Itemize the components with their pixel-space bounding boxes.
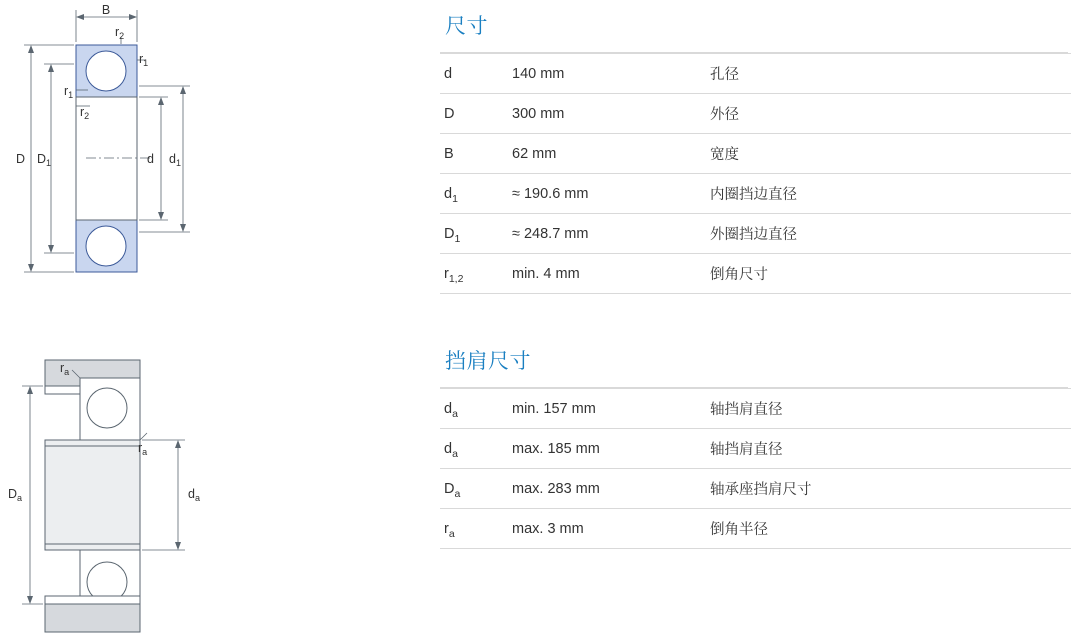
table-row xyxy=(440,509,1071,549)
label-r1-left: $r_1$ xyxy=(64,84,74,100)
row-description: 轴承座挡肩尺寸 xyxy=(710,482,812,498)
row-value: ≈ 248.7 mm xyxy=(512,225,589,242)
table-row xyxy=(440,134,1071,174)
row-symbol: B xyxy=(444,145,454,162)
table-row xyxy=(440,469,1071,509)
row-symbol xyxy=(440,389,508,429)
label-d1: $d_1$ xyxy=(169,152,181,168)
section-title-dimensions: 尺寸 xyxy=(445,15,488,38)
row-symbol-base: d xyxy=(444,440,453,457)
row-value: 140 mm xyxy=(512,65,565,82)
row-description: 倒角尺寸 xyxy=(710,267,768,283)
label-ra-top: $r_a$ xyxy=(60,361,70,377)
label-da: $d_a$ xyxy=(188,487,200,503)
row-value: max. 3 mm xyxy=(512,520,584,537)
label-Da: $D_a$ xyxy=(8,487,23,503)
row-description: 孔径 xyxy=(710,67,739,83)
section-dimensions xyxy=(440,10,1068,294)
shoulder-dimensions-diagram xyxy=(0,330,430,634)
drawings-column xyxy=(0,0,430,634)
label-r2-left: $r_2$ xyxy=(80,105,90,121)
row-symbol xyxy=(440,214,508,254)
row-description: 外圈挡边直径 xyxy=(710,227,797,243)
label-r2-top: $r_2$ xyxy=(115,25,125,41)
table-row xyxy=(440,389,1071,429)
table-row xyxy=(440,174,1071,214)
row-symbol xyxy=(440,254,508,294)
table-row xyxy=(440,254,1071,294)
row-symbol-base: d xyxy=(444,185,453,202)
row-symbol-base: r xyxy=(444,265,449,282)
row-description: 内圈挡边直径 xyxy=(710,187,797,203)
row-value: max. 185 mm xyxy=(512,440,600,457)
row-value: min. 4 mm xyxy=(512,265,580,282)
label-ra-mid: $r_a$ xyxy=(138,441,148,457)
row-value: 62 mm xyxy=(512,145,557,162)
row-symbol-sub: 1,2 xyxy=(448,272,464,285)
section-shoulder xyxy=(440,345,1068,549)
row-description: 外径 xyxy=(710,107,739,123)
row-description: 倒角半径 xyxy=(710,522,768,538)
shoulder-table xyxy=(440,388,1071,549)
table-row xyxy=(440,429,1071,469)
row-symbol xyxy=(440,174,508,214)
table-row xyxy=(440,214,1071,254)
label-D: D xyxy=(16,152,26,166)
row-symbol-base: D xyxy=(444,480,455,497)
label-r1-right: $r_1$ xyxy=(139,52,149,68)
row-symbol-base: D xyxy=(444,225,455,242)
row-value: min. 157 mm xyxy=(512,400,596,417)
row-symbol: d xyxy=(444,65,453,82)
row-symbol-sub: a xyxy=(452,447,458,460)
row-description: 宽度 xyxy=(710,147,739,163)
dimensions-table xyxy=(440,53,1071,294)
row-symbol-sub: 1 xyxy=(452,192,458,205)
row-symbol xyxy=(440,429,508,469)
bearing-cross-section-diagram xyxy=(0,0,430,310)
row-symbol-base: r xyxy=(444,520,449,537)
row-value: ≈ 190.6 mm xyxy=(512,185,589,202)
row-symbol xyxy=(440,469,508,509)
row-symbol-sub: a xyxy=(448,527,455,540)
label-B: B xyxy=(101,3,111,17)
row-symbol: D xyxy=(444,105,455,122)
table-row xyxy=(440,94,1071,134)
label-d: d xyxy=(147,152,154,166)
row-value: 300 mm xyxy=(512,105,565,122)
row-symbol-sub: 1 xyxy=(454,232,461,245)
row-symbol-sub: a xyxy=(452,407,458,420)
row-value: max. 283 mm xyxy=(512,480,600,497)
tables-column xyxy=(440,0,1071,634)
label-D1: $D_1$ xyxy=(37,152,52,168)
row-symbol-base: d xyxy=(444,400,453,417)
row-description: 轴挡肩直径 xyxy=(710,442,783,458)
table-row xyxy=(440,54,1071,94)
section-title-shoulder: 挡肩尺寸 xyxy=(445,350,531,373)
row-symbol xyxy=(440,509,508,549)
row-description: 轴挡肩直径 xyxy=(710,402,783,418)
row-symbol-sub: a xyxy=(454,487,461,500)
